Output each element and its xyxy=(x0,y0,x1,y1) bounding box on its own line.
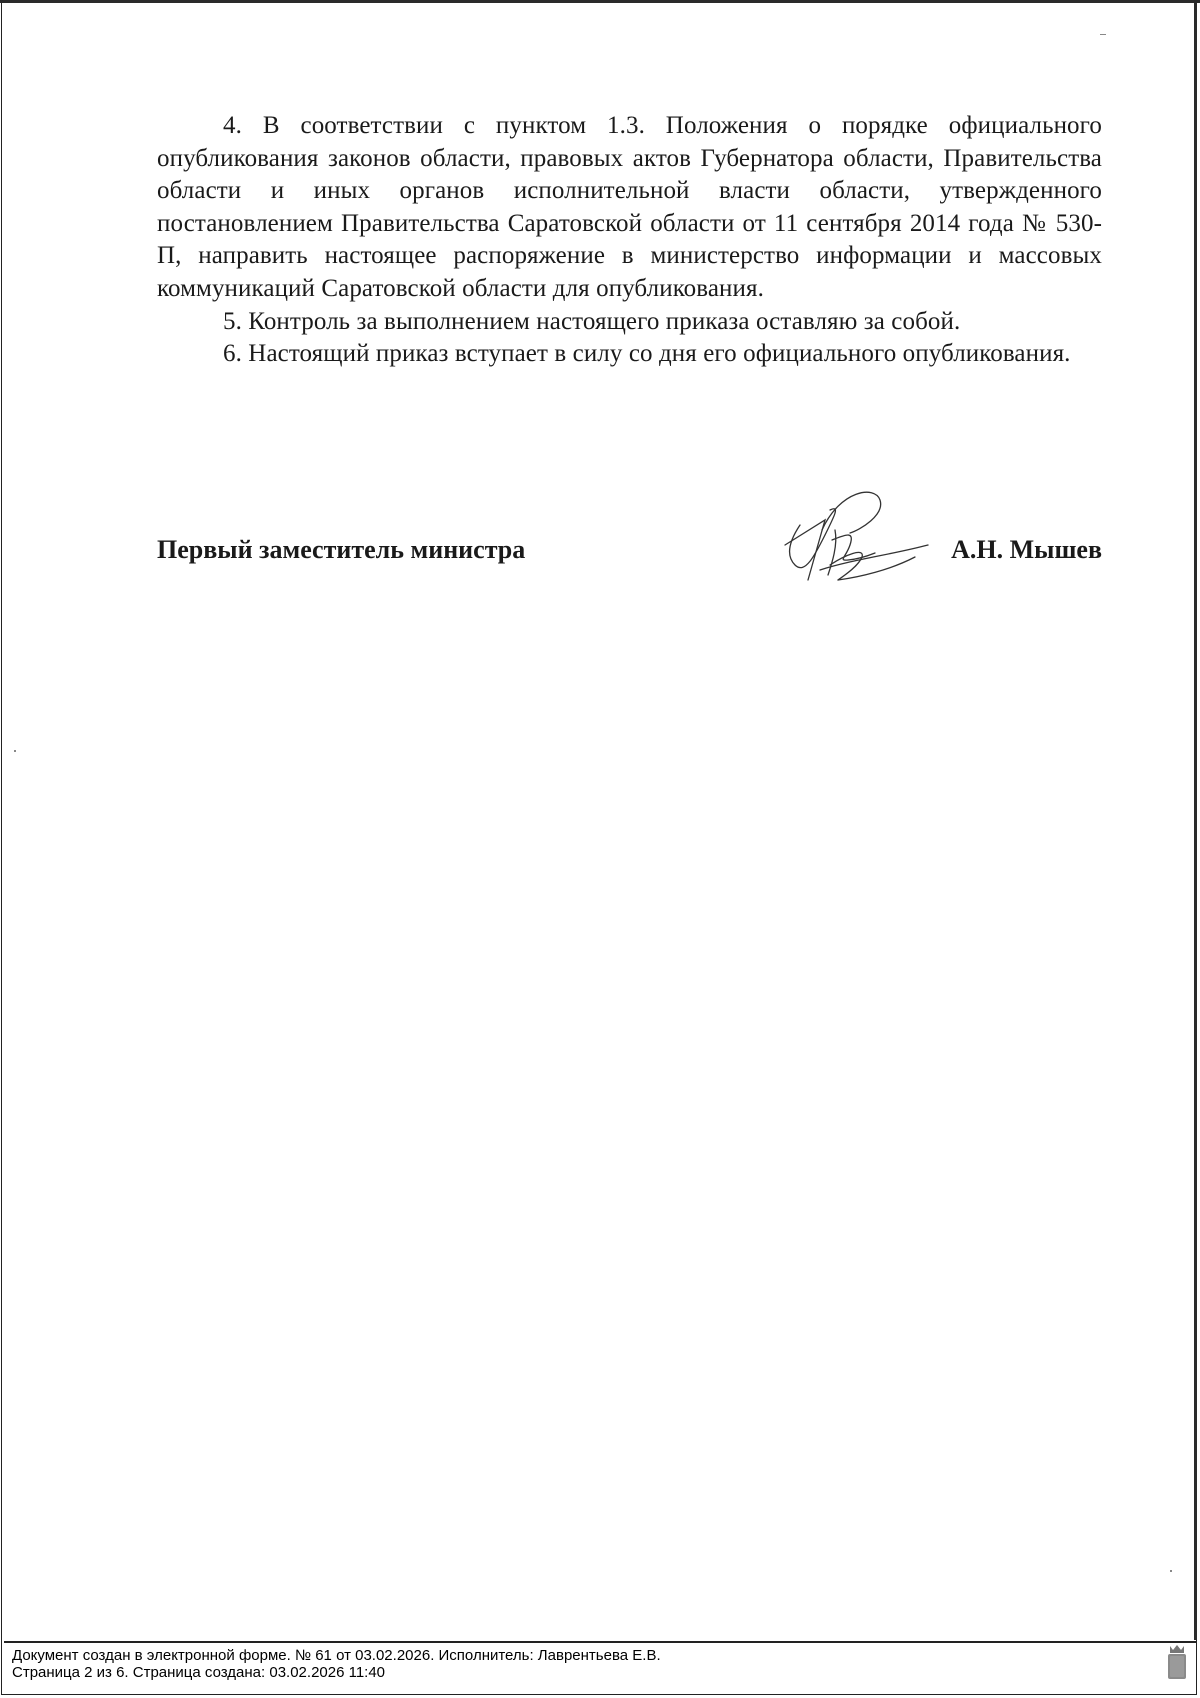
scan-edge-right xyxy=(1194,0,1197,1640)
document-body xyxy=(157,110,1102,371)
paragraph-4: 4. В соответствии с пунктом 1.3. Положения о порядке официального опубликования законов области, правовых актов Губернатора области, Правительства области и иных органов исполнительной власти области, утвержденного постановлением Правительства Саратовской области от 11 сентября 2014 года № 530-П, направить настоящее распоряжение в министерство информации и массовых коммуникаций Саратовской области для опубликования. xyxy=(157,112,1102,302)
footer-line-2: Страница 2 из 6. Страница создана: 03.02.2026 11:40 xyxy=(12,1664,386,1681)
coat-of-arms-icon xyxy=(1165,1643,1189,1681)
handwritten-signature xyxy=(780,485,930,600)
scan-speck xyxy=(14,750,16,752)
signer-position: Первый заместитель министра xyxy=(157,535,526,564)
scan-speck xyxy=(1170,1570,1172,1572)
signer-name: А.Н. Мышев xyxy=(951,535,1102,564)
scan-edge-top xyxy=(0,0,1200,3)
signature-block xyxy=(157,535,1102,575)
scan-speck xyxy=(1100,34,1106,35)
footer-divider xyxy=(4,1641,1196,1643)
paragraph-5: 5. Контроль за выполнением настоящего приказа оставляю за собой. xyxy=(223,307,961,335)
paragraph-6: 6. Настоящий приказ вступает в силу со дня его официального опубликования. xyxy=(223,340,1071,368)
footer-line-1: Документ создан в электронной форме. № 61 от 03.02.2026. Исполнитель: Лаврентьева Е.В. xyxy=(12,1647,661,1664)
footer xyxy=(12,1647,661,1681)
